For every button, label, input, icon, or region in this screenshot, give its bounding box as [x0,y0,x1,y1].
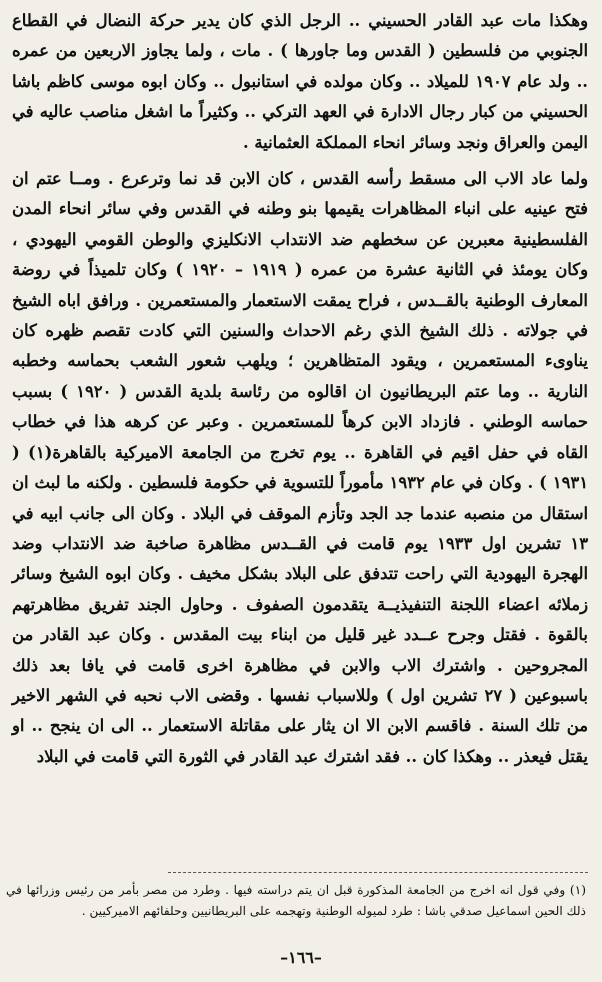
main-text [12,6,588,772]
paragraph-1: وهكذا مات عبد القادر الحسيني .. الرجل الذي كان يدير حركة النضال في القطاع الجنوبي من فلسطين ( القدس وما جاورها ) . مات ، ولما يجاوز الاربعين من عمره .. ولد عام ١٩٠٧ للميلاد .. وكان مولده في استانبول .. وكان ابوه موسى كاظم باشا الحسيني من كبار رجال الادارة في العهد التركي .. وكثيراً ما اشغل مناصب عاليه في اليمن والعراق ونجد وسائر انحاء المملكة العثمانية . [12,11,589,152]
page-number: –١٦٦– [280,948,322,967]
footnote-1: (١) وفي قول انه اخرج من الجامعة المذكورة قبل ان يتم دراسته فيها . وطرد من مصر بأمر من رئيس وزرائها في ذلك الحين اسماعيل صدقي باشا : طرد لميوله الوطنية وتهجمه على البريطانيين وحلفائهم الاميركيين . [6,883,586,918]
footnotes [6,880,586,922]
footnote-divider [168,872,588,873]
paragraph-2: ولما عاد الاب الى مسقط رأسه القدس ، كان الابن قد نما وترعرع . ومــا عتم ان فتح عينيه على انباء المظاهرات يقيمها بنو وطنه في القدس وفي سائر انحاء المدن الفلسطينية معبرين عن سخطهم ضد الانتداب الانكليزي والوطن القومي اليهودي ، وكان يومئذ في الثانية عشرة من عمره ( ١٩١٩ – ١٩٢٠ ) وكان تلميذاً في روضة المعارف الوطنية بالقــدس ، فراح يمقت الاستعمار والمستعمرين . ورافق اباه الشيخ في جولاته . ذلك الشيخ الذي رغم الاحداث والسنين التي كادت تقصم ظهره كان يناوىء المستعمرين ، ويقود المتظاهرين ؛ ويلهب شعور الشعب بحماسه وخطبه النارية .. وما عتم البريطانيون ان اقالوه من رئاسة بلدية القدس ( ١٩٢٠ ) بسبب حماسه الوطني . فازداد الابن كرهاً للمستعمرين . وعبر عن كرهه هذا في خطاب القاه في حفل اقيم في القاهرة .. يوم تخرج من الجامعة الاميركية بالقاهرة(١) ( ١٩٣١ ) . وكان في عام ١٩٣٢ مأموراً للتسوية في حكومة فلسطين . ولكنه ما لبث ان استقال من منصبه عندما جد الجد وتأزم الموقف في البلاد . وكان الى جانب ابيه في ١٣ تشرين اول ١٩٣٣ يوم قامت في القــدس مظاهرة صاخبة ضد الانتداب وضد الهجرة اليهودية التي راحت تتدفق على البلاد بشكل مخيف . وكان ابوه الشيخ وسائر زملائه اعضاء اللجنة التنفيذيــة يتقدمون الصفوف . وحاول الجند تفريق مظاهرتهم بالقوة . فقتل وجرح عــدد غير قليل من ابناء بيت المقدس . وكان عبد القادر من المجروحين . واشترك الاب والابن في مظاهرة اخرى قامت في يافا بعد ذلك باسبوعين ( ٢٧ تشرين اول ) وللاسباب نفسها . وقضى الاب نحبه في الشهر الاخير من تلك السنة . فاقسم الابن الا ان يثار على مقاتلة الاستعمار .. الى ان ينجح .. او يقتل فيعذر .. وهكذا كان .. فقد اشترك عبد القادر في الثورة التي قامت في البلاد [12,169,589,766]
